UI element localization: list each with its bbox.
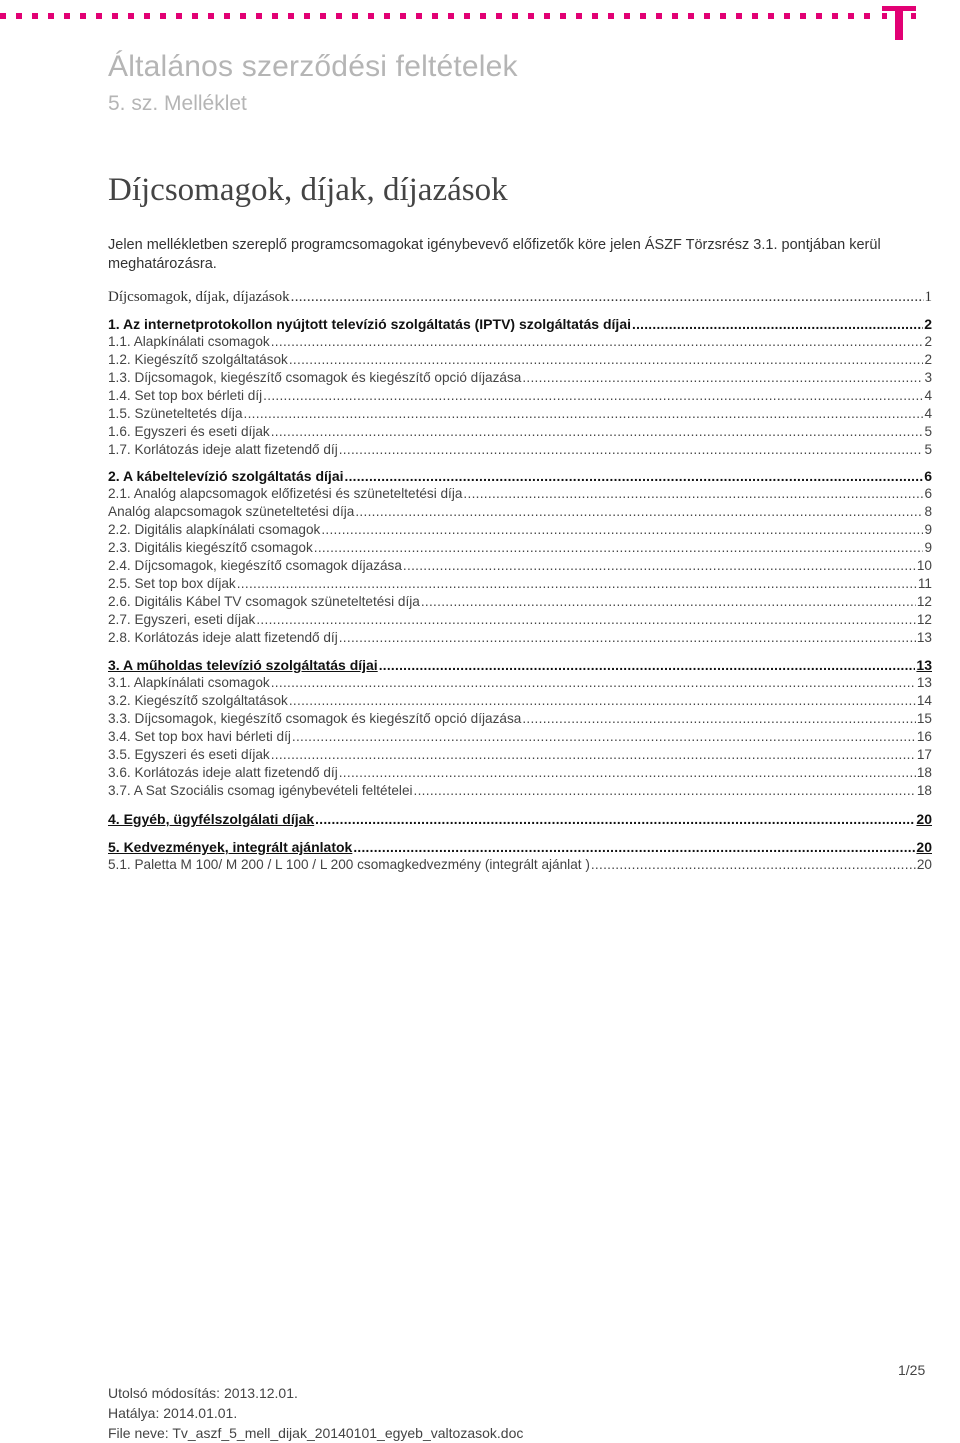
toc-entry[interactable] xyxy=(108,442,932,460)
header-subtitle: 5. sz. Melléklet xyxy=(108,92,247,115)
toc-dot-leader xyxy=(339,630,916,645)
toc-entry-label: 3.3. Díjcsomagok, kiegészítő csomagok és kiegészítő opció díjazása xyxy=(108,711,522,726)
toc-dot-leader xyxy=(321,522,923,537)
toc-entry-label: 2.8. Korlátozás ideje alatt fizetendő díj xyxy=(108,630,338,645)
toc-entry[interactable] xyxy=(108,289,932,307)
toc-entry-page: 6 xyxy=(924,486,932,501)
toc-entry[interactable] xyxy=(108,522,932,540)
toc-entry[interactable] xyxy=(108,747,932,765)
toc-entry-page: 17 xyxy=(916,747,932,762)
toc-entry-page: 13 xyxy=(916,657,932,673)
toc-entry[interactable] xyxy=(108,675,932,693)
toc-entry-page: 2 xyxy=(924,316,932,332)
toc-dot-leader xyxy=(289,352,924,367)
toc-entry[interactable] xyxy=(108,486,932,504)
toc-entry-label: 1.5. Szüneteltetés díja xyxy=(108,406,243,421)
toc-dot-leader xyxy=(522,711,916,726)
toc-entry-page: 8 xyxy=(924,504,932,519)
toc-entry-page: 13 xyxy=(916,630,932,645)
toc-entry-label: 2.3. Digitális kiegészítő csomagok xyxy=(108,540,313,555)
document-title: Díjcsomagok, díjak, díjazások xyxy=(108,172,508,208)
toc-entry-page: 18 xyxy=(916,765,932,780)
telekom-t-logo-icon xyxy=(882,2,916,40)
footer-file-name: File neve: Tv_aszf_5_mell_dijak_20140101_egyeb_valtozasok.doc xyxy=(108,1425,524,1441)
toc-entry[interactable] xyxy=(108,630,932,648)
toc-entry-page: 2 xyxy=(924,334,932,349)
toc-entry[interactable] xyxy=(108,504,932,522)
toc-entry[interactable] xyxy=(108,468,932,486)
page-number: 1/25 xyxy=(898,1362,926,1378)
toc-entry[interactable] xyxy=(108,540,932,558)
header-dot-bar xyxy=(0,13,872,21)
toc-dot-leader xyxy=(237,576,917,591)
toc-entry-label: 1.2. Kiegészítő szolgáltatások xyxy=(108,352,288,367)
toc-dot-leader xyxy=(591,857,916,872)
toc-dot-leader xyxy=(244,406,924,421)
toc-entry-label: 3.1. Alapkínálati csomagok xyxy=(108,675,270,690)
toc-entry-page: 9 xyxy=(924,522,932,537)
toc-dot-leader xyxy=(263,388,923,403)
toc-entry-page: 12 xyxy=(916,594,932,609)
toc-entry[interactable] xyxy=(108,857,932,875)
toc-entry-label: 2.5. Set top box díjak xyxy=(108,576,236,591)
toc-dot-leader xyxy=(353,840,915,855)
toc-entry-label: 5. Kedvezmények, integrált ajánlatok xyxy=(108,839,353,855)
toc-entry[interactable] xyxy=(108,839,932,857)
toc-entry-page: 15 xyxy=(916,711,932,726)
toc-entry-label: 1.6. Egyszeri és eseti díjak xyxy=(108,424,270,439)
toc-entry[interactable] xyxy=(108,765,932,783)
toc-entry-page: 16 xyxy=(916,729,932,744)
toc-dot-leader xyxy=(632,317,923,332)
toc-dot-leader xyxy=(292,729,916,744)
toc-entry-page: 3 xyxy=(924,370,932,385)
toc-dot-leader xyxy=(339,442,924,457)
toc-entry-page: 9 xyxy=(924,540,932,555)
toc-dot-leader xyxy=(314,540,924,555)
toc-entry[interactable] xyxy=(108,711,932,729)
toc-entry[interactable] xyxy=(108,334,932,352)
toc-dot-leader xyxy=(463,486,923,501)
toc-dot-leader xyxy=(379,658,916,673)
toc-dot-leader xyxy=(414,783,916,798)
toc-entry[interactable] xyxy=(108,558,932,576)
toc-entry-label: 3.2. Kiegészítő szolgáltatások xyxy=(108,693,288,708)
toc-entry-label: 4. Egyéb, ügyfélszolgálati díjak xyxy=(108,811,315,827)
intro-paragraph: Jelen mellékletben szereplő programcsomagokat igénybevevő előfizetők köre jelen ÁSZF Törzsrész 3.1. pontjában kerül meghatározásra. xyxy=(108,237,881,272)
toc-entry-label: Díjcsomagok, díjak, díjazások xyxy=(108,289,290,305)
footer-effective-date: Hatálya: 2014.01.01. xyxy=(108,1405,238,1421)
header-title: Általános szerződési feltételek xyxy=(108,50,518,83)
toc-entry[interactable] xyxy=(108,657,932,675)
toc-entry[interactable] xyxy=(108,612,932,630)
toc-entry-label: Analóg alapcsomagok szüneteltetési díja xyxy=(108,504,355,519)
toc-dot-leader xyxy=(522,370,923,385)
toc-entry-label: 2.4. Díjcsomagok, kiegészítő csomagok díjazása xyxy=(108,558,402,573)
toc-entry[interactable] xyxy=(108,811,932,829)
toc-entry-label: 1.4. Set top box bérleti díj xyxy=(108,388,263,403)
toc-entry-label: 3.5. Egyszeri és eseti díjak xyxy=(108,747,270,762)
toc-entry[interactable] xyxy=(108,370,932,388)
toc-entry-label: 5.1. Paletta M 100/ M 200 / L 100 / L 200 csomagkedvezmény (integrált ajánlat ) xyxy=(108,857,590,872)
toc-entry-page: 1 xyxy=(924,289,932,305)
toc-entry-page: 4 xyxy=(924,388,932,403)
toc-entry-page: 20 xyxy=(916,857,932,872)
toc-entry[interactable] xyxy=(108,594,932,612)
toc-entry-label: 3.6. Korlátozás ideje alatt fizetendő díj xyxy=(108,765,338,780)
toc-entry-page: 5 xyxy=(924,442,932,457)
toc-entry-label: 3.4. Set top box havi bérleti díj xyxy=(108,729,291,744)
toc-entry-label: 3.7. A Sat Szociális csomag igénybevételi feltételei xyxy=(108,783,413,798)
toc-dot-leader xyxy=(345,469,924,484)
toc-dot-leader xyxy=(271,334,924,349)
toc-entry-page: 4 xyxy=(924,406,932,421)
toc-entry-page: 6 xyxy=(924,468,932,484)
toc-entry[interactable] xyxy=(108,729,932,747)
toc-entry[interactable] xyxy=(108,388,932,406)
toc-dot-leader xyxy=(291,289,924,306)
toc-entry-label: 1.1. Alapkínálati csomagok xyxy=(108,334,270,349)
toc-entry-label: 2.6. Digitális Kábel TV csomagok szüneteltetési díja xyxy=(108,594,420,609)
toc-dot-leader xyxy=(421,594,916,609)
toc-entry[interactable] xyxy=(108,783,932,801)
toc-dot-leader xyxy=(289,693,916,708)
toc-dot-leader xyxy=(256,612,916,627)
toc-entry-label: 1. Az internetprotokollon nyújtott televízió szolgáltatás (IPTV) szolgáltatás díjai xyxy=(108,316,631,332)
toc-entry-page: 20 xyxy=(916,811,932,827)
toc-entry[interactable] xyxy=(108,424,932,442)
toc-entry-label: 1.7. Korlátozás ideje alatt fizetendő díj xyxy=(108,442,338,457)
toc-dot-leader xyxy=(355,504,923,519)
toc-entry[interactable] xyxy=(108,576,932,594)
toc-entry-page: 5 xyxy=(924,424,932,439)
toc-entry-page: 2 xyxy=(924,352,932,367)
toc-entry-label: 1.3. Díjcsomagok, kiegészítő csomagok és kiegészítő opció díjazása xyxy=(108,370,522,385)
toc-dot-leader xyxy=(271,675,916,690)
toc-entry-page: 11 xyxy=(917,576,932,591)
toc-dot-leader xyxy=(315,812,915,827)
toc-entry-page: 12 xyxy=(916,612,932,627)
toc-dot-leader xyxy=(403,558,916,573)
footer xyxy=(108,1383,523,1443)
toc-dot-leader xyxy=(339,765,916,780)
toc-entry[interactable] xyxy=(108,406,932,424)
toc-entry-page: 20 xyxy=(916,839,932,855)
toc-dot-leader xyxy=(271,424,924,439)
toc-entry-page: 18 xyxy=(916,783,932,798)
toc-entry-label: 2.1. Analóg alapcsomagok előfizetési és szüneteltetési díja xyxy=(108,486,463,501)
toc-entry-label: 3. A műholdas televízió szolgáltatás díjai xyxy=(108,657,378,673)
toc-entry[interactable] xyxy=(108,316,932,334)
footer-last-modified: Utolsó módosítás: 2013.12.01. xyxy=(108,1385,298,1401)
toc-entry-label: 2. A kábeltelevízió szolgáltatás díjai xyxy=(108,468,344,484)
toc-entry-page: 10 xyxy=(916,558,932,573)
toc-entry[interactable] xyxy=(108,352,932,370)
toc-entry-label: 2.2. Digitális alapkínálati csomagok xyxy=(108,522,321,537)
toc-entry-page: 14 xyxy=(916,693,932,708)
toc-entry[interactable] xyxy=(108,693,932,711)
toc-dot-leader xyxy=(271,747,916,762)
toc-entry-page: 13 xyxy=(916,675,932,690)
toc-entry-label: 2.7. Egyszeri, eseti díjak xyxy=(108,612,256,627)
